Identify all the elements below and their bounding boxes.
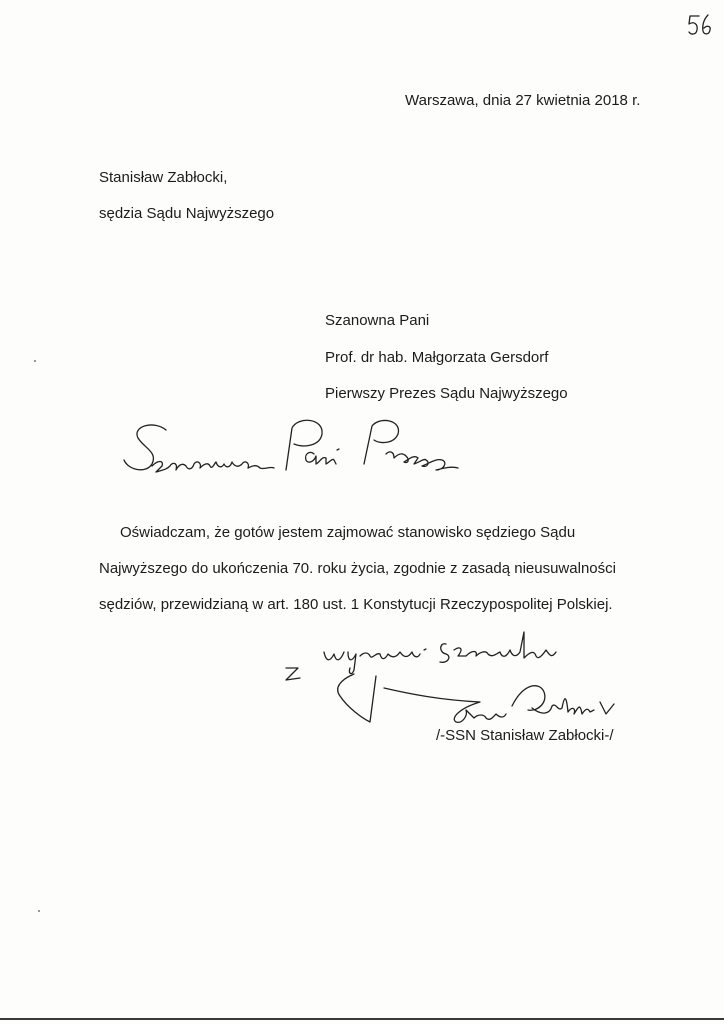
recipient-title: Pierwszy Prezes Sądu Najwyższego [325,385,568,402]
sender-name: Stanisław Zabłocki, [99,169,228,186]
body-line-2: Najwyższego do ukończenia 70. roku życia, zgodnie z zasadą nieusuwalności [99,560,616,577]
scan-speck [38,910,40,912]
body-line-1: Oświadczam, że gotów jestem zajmować stanowisko sędziego Sądu [120,524,576,541]
recipient-name: Prof. dr hab. Małgorzata Gersdorf [325,349,549,366]
handwritten-greeting [118,408,478,490]
scan-bottom-edge [0,1018,724,1020]
recipient-salutation: Szanowna Pani [325,312,430,329]
scan-speck [34,360,36,362]
sender-title: sędzia Sądu Najwyższego [99,205,275,222]
handwritten-closing [280,622,620,732]
handwritten-page-number [686,10,716,40]
date-line: Warszawa, dnia 27 kwietnia 2018 r. [405,92,641,109]
body-line-3: sędziów, przewidzianą w art. 180 ust. 1 Konstytucji Rzeczypospolitej Polskiej. [99,596,613,613]
signature-typed-name: /-SSN Stanisław Zabłocki-/ [436,727,614,744]
